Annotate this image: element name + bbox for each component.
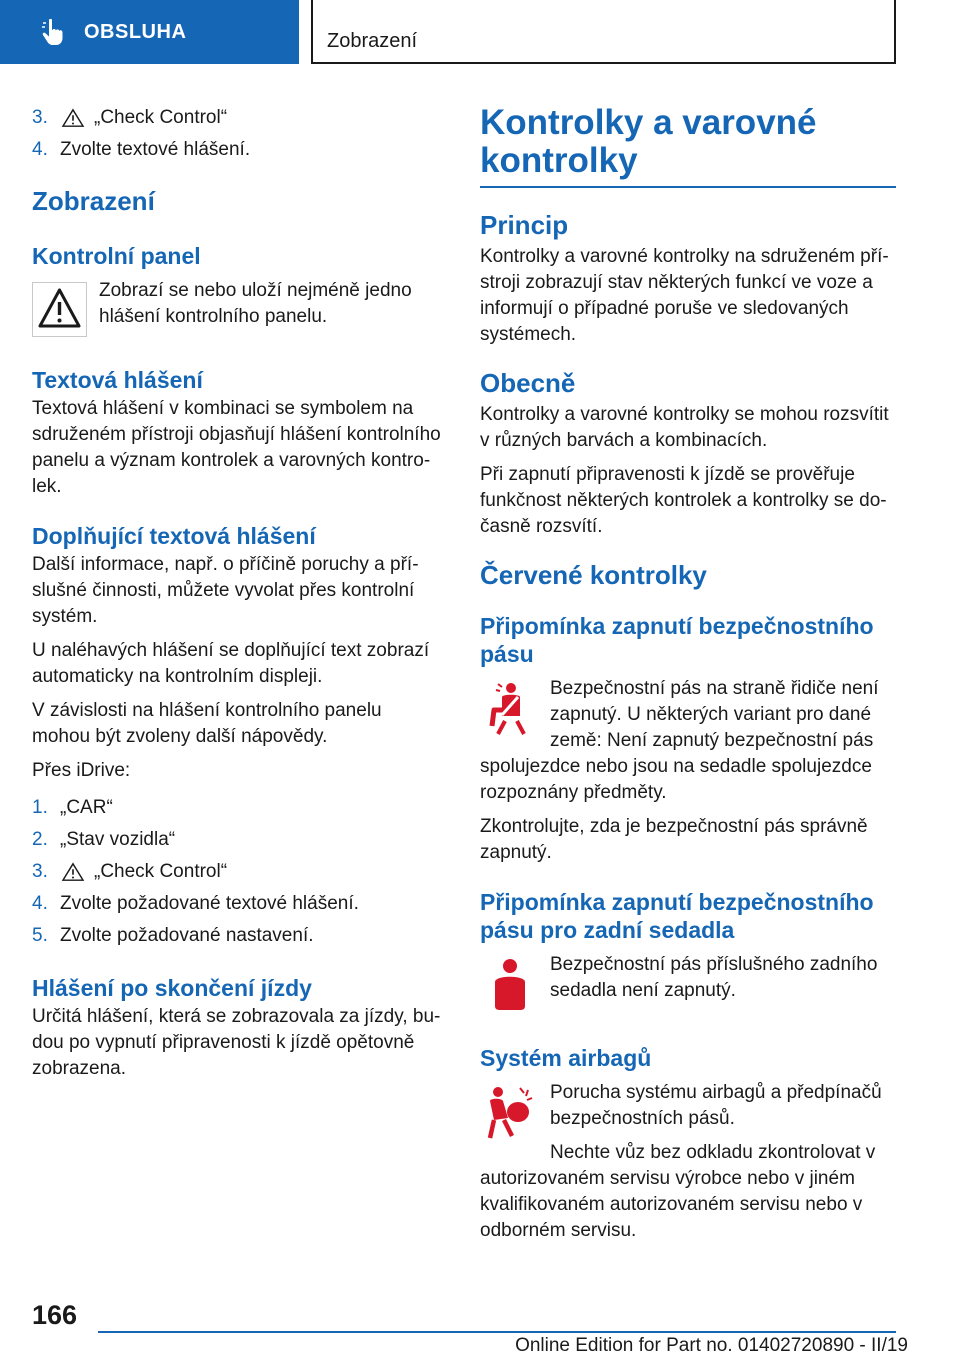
- heading-doplnujici: Doplňující textová hlášení: [32, 523, 316, 549]
- warning-triangle-icon: [32, 282, 87, 337]
- rear-seatbelt-icon: [484, 956, 536, 1012]
- warning-triangle-icon: [60, 862, 86, 882]
- list-item: [32, 824, 444, 856]
- kontrolni-panel-text: Zobrazí se nebo uloží nejméně jedno hlášení kontrolního panelu.: [99, 280, 412, 327]
- list-item: [32, 792, 444, 824]
- right-column: [480, 100, 896, 1252]
- step-number: 1.: [32, 797, 48, 818]
- step-text: „Stav vozidla“: [60, 829, 176, 850]
- heading-airbag: Systém airbagů: [480, 1045, 652, 1071]
- heading-kontrolni-panel: Kontrolní panel: [32, 243, 201, 269]
- page-number: 166: [32, 1300, 78, 1330]
- hand-pointer-icon: [40, 18, 66, 46]
- step-number: 3.: [32, 861, 48, 882]
- pas-text: Bezpečnostní pás na straně řidiče není zapnutý. U některých variant pro dané země: Není zapnutý bezpečnostní pás spolujezdce nebo jsou na sedadle spolujezdce rozpoznány předměty.: [480, 678, 879, 803]
- princip-text: Kontrolky a varovné kontrolky na sdruženém přístroji zobrazují stav některých funkcí ve voze a informují o případné poruše ve sledovaných systémech.: [480, 246, 889, 345]
- airbag-block: [480, 1080, 896, 1244]
- doplnujici-text-1: Další informace, např. o příčině poruchy a příslušné činnosti, můžete vyvolat přes kontrolní systém.: [32, 554, 419, 627]
- section-label: OBSLUHA: [84, 20, 187, 43]
- heading-obecne: Obecně: [480, 368, 576, 398]
- list-item: [32, 920, 444, 952]
- section-tab[interactable]: [0, 0, 299, 64]
- pas-zadni-block: [480, 952, 896, 1004]
- heading-rule: [480, 186, 896, 188]
- hlaseni-po-jizde-text: Určitá hlášení, která se zobrazovala za jízdy, budou po vypnutí připravenosti k jízdě opětovně zobrazena.: [32, 1006, 441, 1079]
- step-number: 5.: [32, 925, 48, 946]
- airbag-warning-icon: [484, 1084, 536, 1140]
- doplnujici-text-2: U naléhavých hlášení se doplňující text zobrazí automaticky na kontrolním displeji.: [32, 640, 430, 687]
- heading-pas-zadni: Připomínka zapnutí bezpečnostního pásu pro zadní sedadla: [480, 889, 874, 943]
- pas-text-2: Zkontrolujte, zda je bezpečnostní pás správně zapnutý.: [480, 816, 868, 863]
- textova-hlaseni-text: Textová hlášení v kombinaci se symbolem na sdruženém přístroji objasňují hlášení kontrolního panelu a význam kontrolek a varovných kontrolek.: [32, 398, 441, 497]
- heading-hlaseni-po-jizde: Hlášení po skončení jízdy: [32, 975, 312, 1001]
- pas-block: [480, 676, 896, 806]
- seatbelt-warning-icon: [484, 680, 536, 736]
- left-column: [32, 100, 444, 1090]
- heading-zobrazeni: Zobrazení: [32, 186, 155, 216]
- step-text: „CAR“: [60, 797, 113, 818]
- step-number: 4.: [32, 139, 48, 160]
- pas-zadni-text: Bezpečnostní pás příslušného zadního sedadla není zapnutý.: [550, 954, 878, 1001]
- list-item: [32, 134, 444, 166]
- step-text: Zvolte textové hlášení.: [60, 139, 251, 160]
- footer-rule: [98, 1331, 896, 1333]
- obecne-text-1: Kontrolky a varovné kontrolky se mohou rozsvítit v různých barvách a kombinacích.: [480, 404, 889, 451]
- kontrolni-panel-block: [32, 282, 444, 338]
- list-item: [32, 888, 444, 920]
- list-item: [32, 856, 444, 888]
- airbag-text-1: Porucha systému airbagů a předpínačů bezpečnostních pásů.: [550, 1082, 882, 1129]
- step-text: „Check Control“: [94, 107, 228, 128]
- footer-edition: Online Edition for Part no. 01402720890 - II/19: [515, 1335, 908, 1356]
- chapter-label: Zobrazení: [327, 30, 418, 52]
- obecne-text-2: Při zapnutí připravenosti k jízdě se prověřuje funkčnost některých kontrolek a kontrolky se dočasně rozsvítí.: [480, 464, 887, 537]
- check-control-steps: [32, 102, 444, 166]
- step-text: „Check Control“: [94, 861, 228, 882]
- step-number: 4.: [32, 893, 48, 914]
- step-number: 2.: [32, 829, 48, 850]
- step-number: 3.: [32, 107, 48, 128]
- warning-triangle-icon: [60, 108, 86, 128]
- heading-textova-hlaseni: Textová hlášení: [32, 367, 203, 393]
- step-text: Zvolte požadované textové hlášení.: [60, 893, 359, 914]
- chapter-header: [311, 0, 896, 64]
- heading-cervene-kontrolky: Červené kontrolky: [480, 560, 707, 590]
- heading-princip: Princip: [480, 210, 569, 240]
- idrive-steps: [32, 792, 444, 952]
- airbag-text-2: Nechte vůz bez odkladu zkontrolovat v autorizovaném servisu výrobce nebo v jiném kvalifikovaném autorizovaném servisu nebo v odborném servisu.: [480, 1142, 876, 1241]
- heading-pas: Připomínka zapnutí bezpečnostního pásu: [480, 613, 874, 667]
- list-item: [32, 102, 444, 134]
- doplnujici-text-4: Přes iDrive:: [32, 760, 131, 781]
- step-text: Zvolte požadované nastavení.: [60, 925, 314, 946]
- doplnujici-text-3: V závislosti na hlášení kontrolního panelu mohou být zvoleny další nápovědy.: [32, 700, 382, 747]
- heading-kontrolky: Kontrolky a varovné kontrolky: [480, 103, 817, 180]
